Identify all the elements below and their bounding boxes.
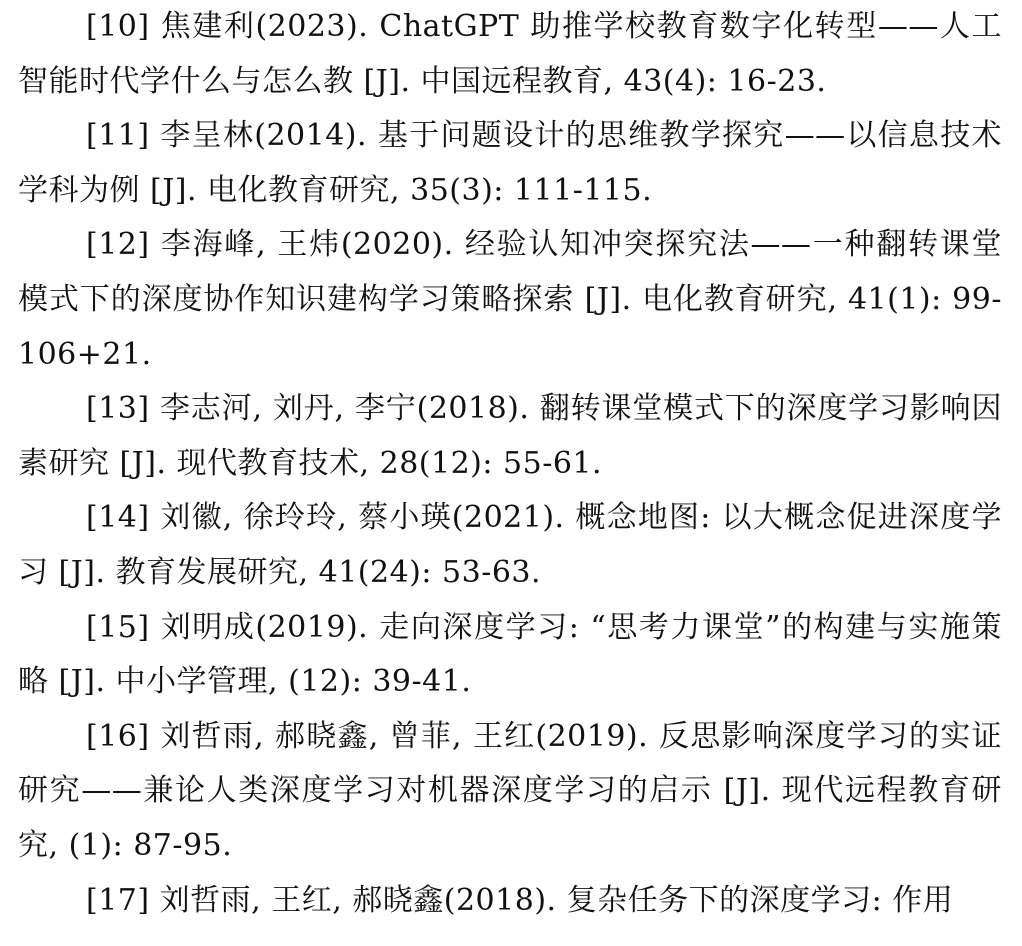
reference-entry-16: [16] 刘哲雨, 郝晓鑫, 曾菲, 王红(2019). 反思影响深度学习的实证研究——兼论人类深度学习对机器深度学习的启示 [J]. 现代远程教育研究, (1): 87-95.	[18, 718, 1002, 863]
reference-entry-17: [17] 刘哲雨, 王红, 郝晓鑫(2018). 复杂任务下的深度学习: 作用	[86, 882, 954, 918]
reference-entry-11: [11] 李呈林(2014). 基于问题设计的思维教学探究——以信息技术学科为例 [J]. 电化教育研究, 35(3): 111-115.	[18, 118, 1002, 208]
reference-entry-15: [15] 刘明成(2019). 走向深度学习: “思考力课堂”的构建与实施策略 [J]. 中小学管理, (12): 39-41.	[18, 609, 1002, 700]
reference-entry-13: [13] 李志河, 刘丹, 李宁(2018). 翻转课堂模式下的深度学习影响因素研究 [J]. 现代教育技术, 28(12): 55-61.	[18, 391, 1002, 481]
reference-entry-14: [14] 刘徽, 徐玲玲, 蔡小瑛(2021). 概念地图: 以大概念促进深度学习 [J]. 教育发展研究, 41(24): 53-63.	[18, 500, 1002, 590]
reference-list	[18, 0, 1002, 928]
reference-entry-12: [12] 李海峰, 王炜(2020). 经验认知冲突探究法——一种翻转课堂模式下的深度协作知识建构学习策略探索 [J]. 电化教育研究, 41(1): 99-106+21.	[18, 227, 1002, 372]
reference-entry-10: [10] 焦建利(2023). ChatGPT 助推学校教育数字化转型——人工智能时代学什么与怎么教 [J]. 中国远程教育, 43(4): 16-23.	[18, 9, 1002, 99]
